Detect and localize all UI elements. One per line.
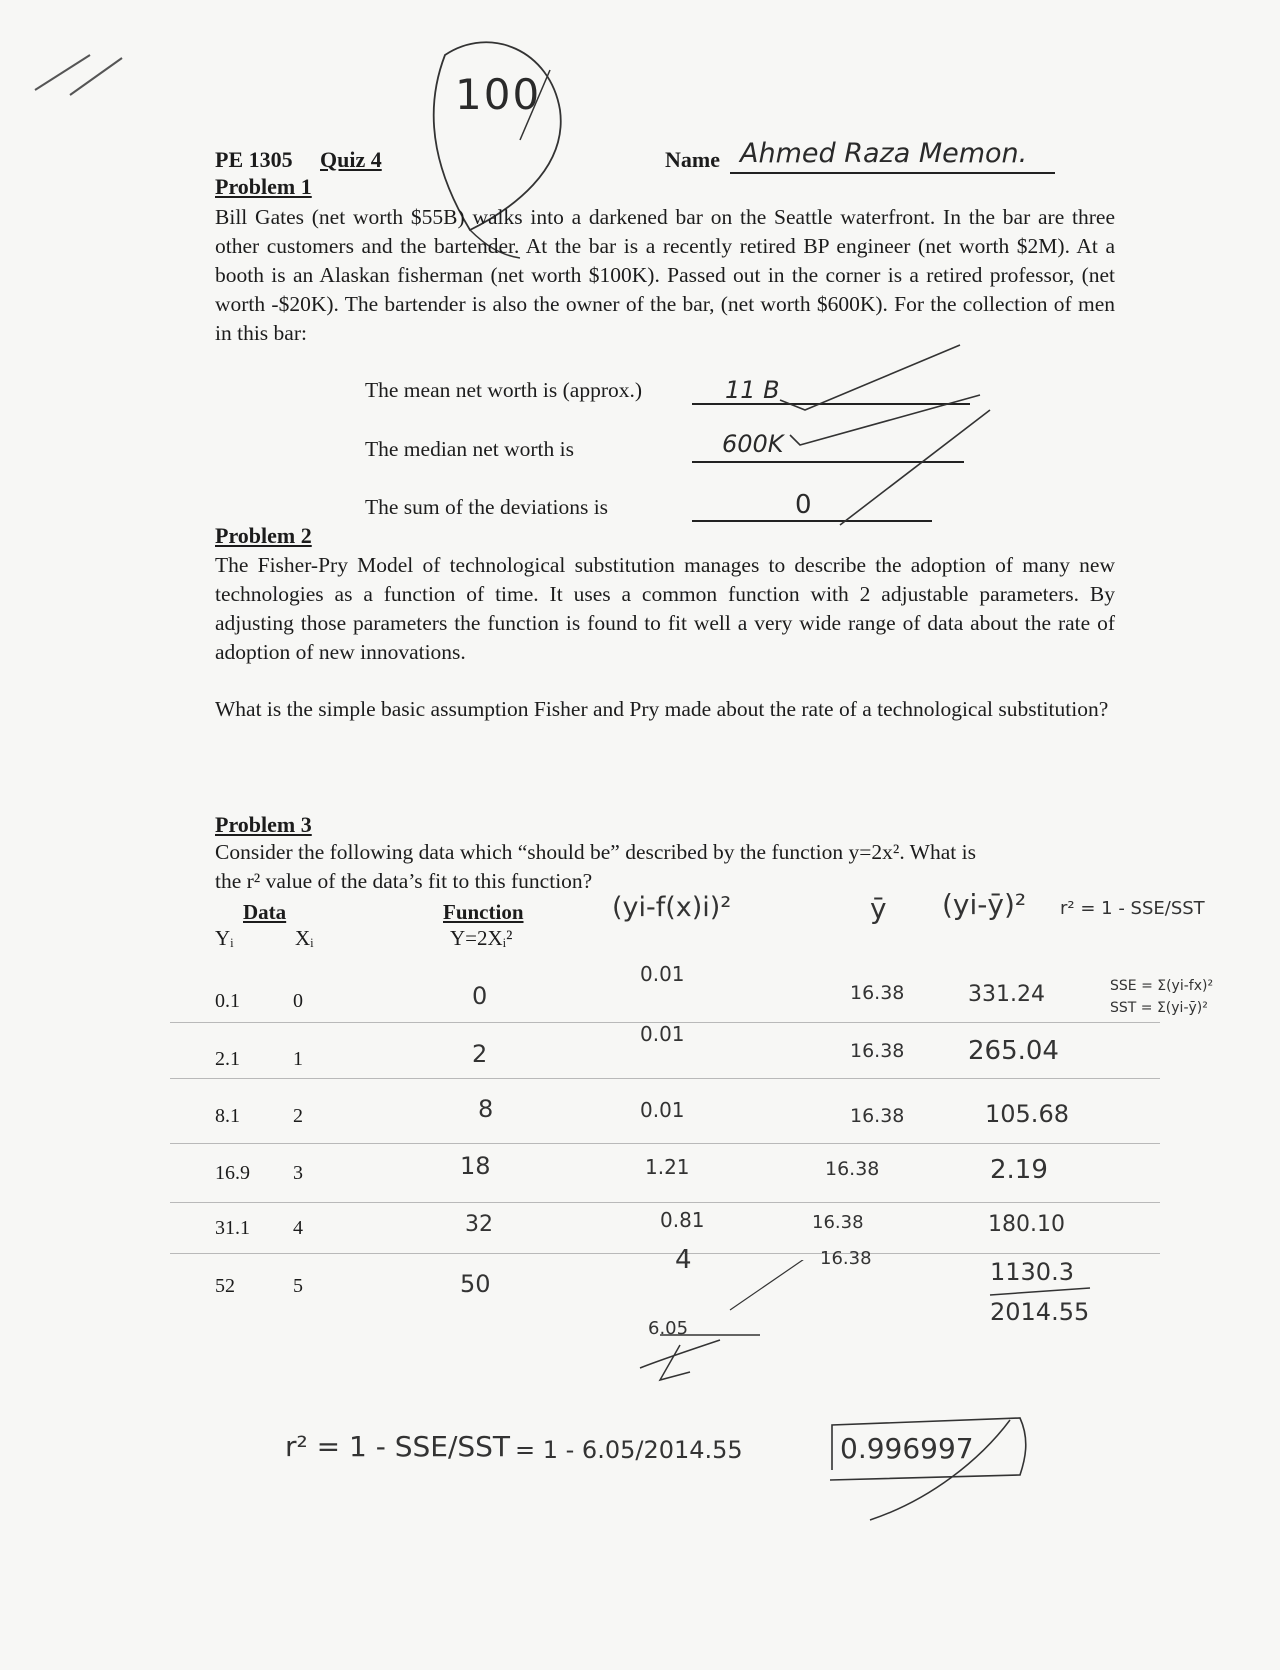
cell-x: 4 [293,1217,303,1239]
cell-y: 0.1 [215,990,240,1012]
student-name: Ahmed Raza Memon. [740,138,1028,169]
problem2-heading: Problem 2 [215,523,312,548]
cell-f: 32 [465,1212,493,1237]
col-dev-header: (yi-ȳ)² [942,888,1027,921]
cell-ybar: 16.38 [812,1212,864,1233]
final-answer: 0.996997 [840,1432,974,1465]
cell-x: 5 [293,1275,303,1297]
cell-ybar: 16.38 [850,1105,905,1127]
corner-mark-icon [30,40,130,100]
cell-x: 2 [293,1105,303,1127]
answer-box-icon [810,1400,1040,1530]
problem2-text: The Fisher-Pry Model of technological substitution manages to describe the adoption of many new technologies as a function of time. It uses a common function with 2 adjustable parameters. By adjusting those parameters the function is found to fit well a very wide range of data about the rate of adoption of new innovations. [215,553,1115,664]
cell-dev: 180.10 [988,1212,1065,1237]
name-underline [730,172,1055,174]
col-x-header: Xᵢ [295,926,314,950]
name-label: Name [665,147,720,172]
cell-y: 31.1 [215,1217,250,1239]
col-y-header: Yᵢ [215,926,234,950]
cell-y: 2.1 [215,1048,240,1070]
col-data-header: Data [243,900,287,924]
cell-r: 0.01 [640,962,685,986]
cell-y: 8.1 [215,1105,240,1127]
problem3-line2: the r² value of the data’s fit to this function? [215,869,593,893]
cell-f: 50 [460,1270,491,1298]
cell-y: 16.9 [215,1162,250,1184]
final-formula-mid: = 1 - 6.05/2014.55 [515,1436,743,1464]
problem1-text: Bill Gates (net worth $55B) walks into a darkened bar on the Seattle waterfront. In the bar are three other customers and the bartender. At the bar is a recently retired BP engineer (net worth $2M). At a booth is an Alaskan fisherman (net worth $100K). Passed out in the corner is a retired professor, (net worth -$20K). The bartender is also the owner of the bar, (net worth $600K). For the collection of men in this bar: [215,205,1115,345]
side-sse: SSE = Σ(yi-fx)² [1110,978,1214,994]
median-question: The median net worth is [365,437,574,461]
sum-resid: 6.05 [648,1318,689,1339]
cell-f: 0 [472,982,488,1010]
cell-x: 3 [293,1162,303,1184]
cell-dev: 331.24 [968,982,1045,1007]
cell-dev: 265.04 [968,1036,1059,1066]
cell-f: 2 [472,1040,488,1068]
cell-r: 0.01 [640,1022,685,1046]
cell-x: 1 [293,1048,303,1070]
problem1-heading: Problem 1 [215,174,312,199]
sum-marks-icon [620,1260,1100,1400]
cell-dev: 105.68 [985,1100,1069,1128]
cell-dev: 2.19 [990,1155,1048,1185]
cell-r: 0.81 [660,1208,705,1232]
cell-x: 0 [293,990,303,1012]
quiz-label: Quiz 4 [320,147,382,172]
cell-ybar: 16.38 [850,1040,905,1062]
median-answer: 600K [722,430,784,458]
col-ybar-header: ȳ [870,892,887,925]
final-formula-lhs: r² = 1 - SSE/SST [285,1430,511,1463]
cell-ybar: 16.38 [850,982,905,1004]
cell-r: 1.21 [645,1155,690,1179]
cell-f: 8 [478,1095,494,1123]
course-code: PE 1305 [215,147,293,172]
sum-answer: 0 [795,490,812,520]
problem3-line1: Consider the following data which “should be” described by the function y=2x². What is [215,840,976,864]
cell-f: 18 [460,1152,491,1180]
col-func-formula: Y=2Xᵢ² [450,926,513,950]
side-formula: r² = 1 - SSE/SST [1060,898,1205,919]
cell-ybar: 16.38 [820,1248,872,1269]
cell-y: 52 [215,1275,235,1297]
cell-dev: 1130.3 [990,1258,1074,1286]
col-resid-header: (yi-f(x)i)² [612,892,732,923]
col-function-header: Function [443,900,524,924]
sum-question: The sum of the deviations is [365,495,609,519]
cell-ybar: 16.38 [825,1158,880,1180]
checkmark-icon [760,340,1000,540]
cell-r: 4 [675,1245,692,1275]
problem2-question: What is the simple basic assumption Fisher and Pry made about the rate of a technological substitution? [215,697,1109,721]
mean-question: The mean net worth is (approx.) [365,378,643,402]
problem3-heading: Problem 3 [215,812,312,837]
sum-dev: 2014.55 [990,1298,1090,1326]
score-value: 100 [455,70,542,119]
cell-r: 0.01 [640,1098,685,1122]
mean-answer: 11 B [725,376,780,404]
side-sst: SST = Σ(yi-ȳ)² [1110,1000,1208,1016]
